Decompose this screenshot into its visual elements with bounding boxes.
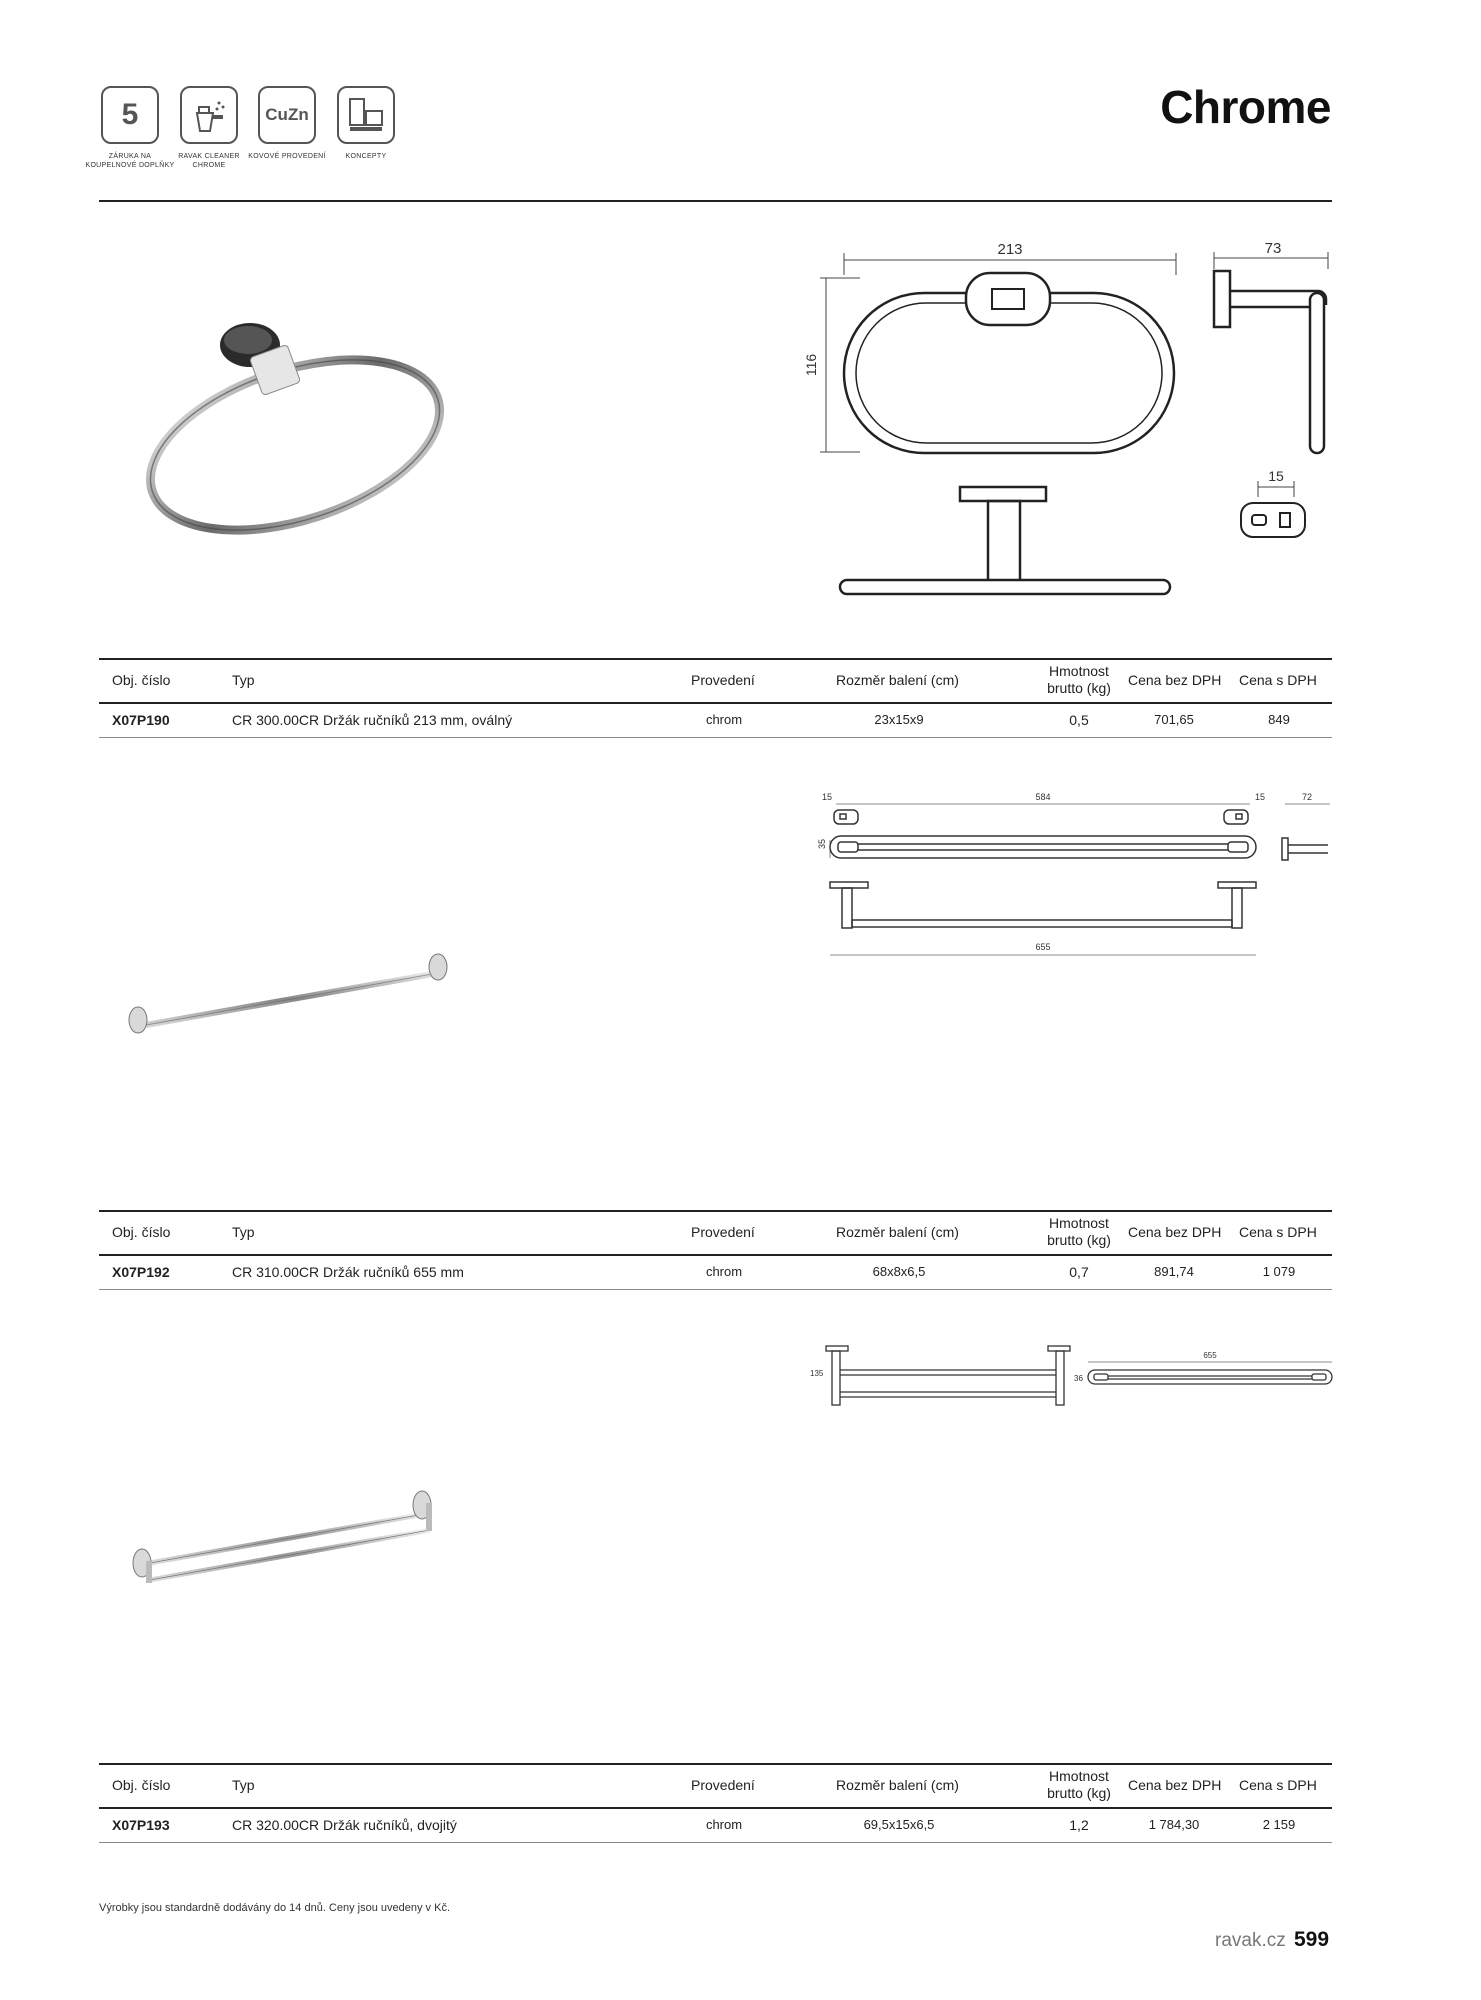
concepts-icon [337, 86, 395, 144]
ravak-cleaner-icon [180, 86, 238, 144]
header-type: Typ [232, 1777, 255, 1793]
header-package: Rozměr balení (cm) [836, 1777, 959, 1793]
product-finish: chrom [705, 1264, 743, 1279]
table-bottom-rule [99, 1289, 1332, 1290]
concepts-caption: KONCEPTY [345, 153, 387, 160]
product-type: CR 300.00CR Držák ručníků 213 mm, oválný [232, 712, 513, 728]
header-price-gross: Cena s DPH [1239, 1777, 1317, 1793]
dim-mount: 15 [1268, 468, 1284, 484]
table-mid-rule [99, 1807, 1332, 1809]
dim-total-3: 655 [1203, 1351, 1217, 1360]
product-weight: 0,7 [1069, 1264, 1089, 1280]
product-photo-double-rail [120, 1485, 460, 1605]
header-price-net: Cena bez DPH [1128, 1224, 1222, 1240]
cleaner-caption: RAVAK CLEANER CHROME [178, 153, 240, 169]
header-weight-2: brutto (kg) [1047, 1785, 1111, 1801]
header-finish: Provedení [691, 1224, 755, 1240]
product-code: X07P192 [112, 1264, 170, 1280]
tech-drawing-towel-rail [810, 790, 1340, 960]
tech-drawing-oval-ring [800, 235, 1340, 615]
header-finish: Provedení [691, 1777, 755, 1793]
website-link[interactable]: ravak.cz [1215, 1930, 1286, 1951]
product-price-net: 701,65 [1154, 712, 1194, 727]
dim-width: 213 [997, 241, 1023, 258]
header-price-net: Cena bez DPH [1128, 1777, 1222, 1793]
product-weight: 1,2 [1069, 1817, 1089, 1833]
table-top-rule [99, 1763, 1332, 1765]
product-code: X07P190 [112, 712, 170, 728]
dim-height: 116 [803, 353, 819, 377]
header-divider [99, 200, 1332, 202]
dim-height-2: 35 [817, 838, 827, 849]
header-type: Typ [232, 672, 255, 688]
dim-depth: 73 [1264, 240, 1282, 257]
header-package: Rozměr balení (cm) [836, 1224, 959, 1240]
header-weight-1: Hmotnost [1049, 1215, 1109, 1231]
product-photo-towel-rail [120, 940, 470, 1050]
table-top-rule [99, 658, 1332, 660]
product-price-gross: 849 [1268, 712, 1290, 727]
product-price-gross: 1 079 [1262, 1264, 1296, 1279]
table-bottom-rule [99, 737, 1332, 738]
product-type: CR 310.00CR Držák ručníků 655 mm [232, 1264, 464, 1280]
delivery-note: Výrobky jsou standardně dodávány do 14 dnů. Ceny jsou uvedeny v Kč. [99, 1902, 451, 1914]
dim-height-3: 135 [810, 1369, 824, 1378]
warranty-5-icon: 5 [101, 86, 159, 144]
header-weight-1: Hmotnost [1049, 1768, 1109, 1784]
dim-span: 584 [1035, 792, 1051, 802]
product-package: 23x15x9 [874, 712, 924, 727]
product-price-gross: 2 159 [1262, 1817, 1296, 1832]
product-type: CR 320.00CR Držák ručníků, dvojitý [232, 1817, 457, 1833]
product-weight: 0,5 [1069, 712, 1089, 728]
cuzn-metal-icon: CuZn [258, 86, 316, 144]
dim-depth-3: 36 [1074, 1374, 1083, 1383]
header-package: Rozměr balení (cm) [836, 672, 959, 688]
header-code: Obj. číslo [112, 1224, 171, 1240]
product-package: 69,5x15x6,5 [863, 1817, 935, 1832]
product-table-x07p190 [99, 658, 1332, 738]
header-code: Obj. číslo [112, 1777, 171, 1793]
warranty-caption: ZÁRUKA NA KOUPELNOVÉ DOPLŇKY [85, 153, 175, 169]
header-finish: Provedení [691, 672, 755, 688]
header-code: Obj. číslo [112, 672, 171, 688]
table-top-rule [99, 1210, 1332, 1212]
dim-total: 655 [1035, 942, 1051, 952]
product-code: X07P193 [112, 1817, 170, 1833]
table-mid-rule [99, 702, 1332, 704]
header-price-net: Cena bez DPH [1128, 672, 1222, 688]
header-weight-2: brutto (kg) [1047, 680, 1111, 696]
dim-left: 15 [822, 792, 833, 802]
cuzn-caption: KOVOVÉ PROVEDENÍ [248, 153, 326, 160]
product-table-x07p193 [99, 1763, 1332, 1843]
page-number: 599 [1294, 1928, 1330, 1951]
dim-depth-2: 72 [1301, 792, 1313, 802]
header-type: Typ [232, 1224, 255, 1240]
table-bottom-rule [99, 1842, 1332, 1843]
page-title: Chrome [1160, 81, 1331, 133]
tech-drawing-double-rail [806, 1340, 1336, 1410]
product-finish: chrom [705, 1817, 743, 1832]
product-package: 68x8x6,5 [872, 1264, 926, 1279]
table-mid-rule [99, 1254, 1332, 1256]
header-weight-1: Hmotnost [1049, 663, 1109, 679]
product-finish: chrom [705, 712, 743, 727]
dim-right: 15 [1255, 792, 1266, 802]
header-weight-2: brutto (kg) [1047, 1232, 1111, 1248]
product-table-x07p192 [99, 1210, 1332, 1290]
product-price-net: 1 784,30 [1148, 1817, 1200, 1832]
product-photo-oval-ring [130, 300, 460, 570]
header-price-gross: Cena s DPH [1239, 1224, 1317, 1240]
header-price-gross: Cena s DPH [1239, 672, 1317, 688]
product-price-net: 891,74 [1154, 1264, 1194, 1279]
